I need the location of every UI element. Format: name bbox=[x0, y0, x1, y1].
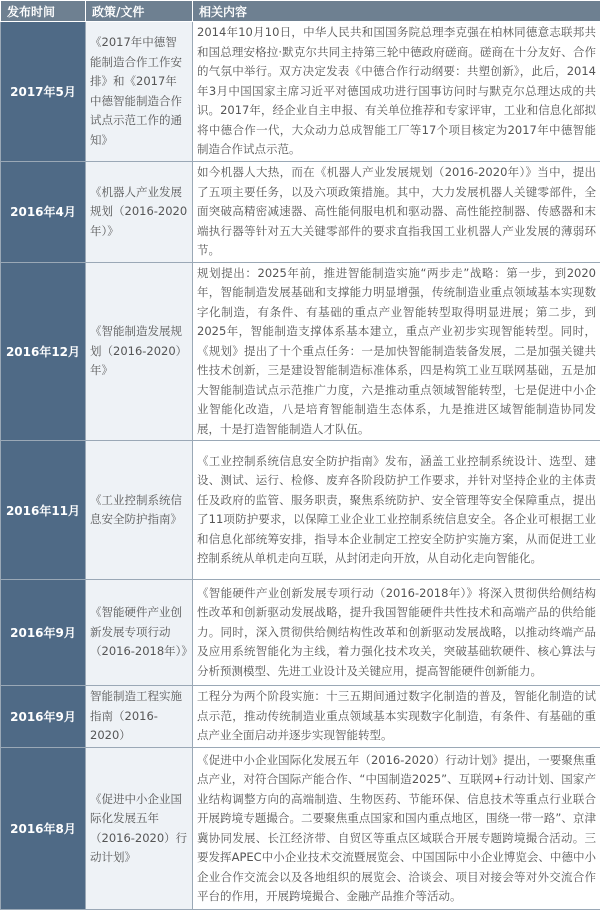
policy-document: 《工业控制系统信息安全防护指南》 bbox=[86, 441, 193, 580]
policy-content: 《工业控制系统信息安全防护指南》发布，涵盖工业控制系统设计、选型、建设、测试、运行、检修、废弃各阶段防护工作要求，并针对坚持企业的主体责任及政府的监管、服务职责，聚焦系统防护、安全管理等安全保障重点，提出了11项防护要求，以保障工业企业工业控制系统信息安全。各企业可根据工业和信息化部统筹安排，指导本企业制定工控安全防护实施方案，从而促进工业控制系统从单机走向互联，从封闭走向开放，从自动化走向智能化。 bbox=[193, 441, 600, 580]
policy-document: 《2017年中德智能制造合作工作安排》和《2017年中德智能制造合作试点示范工作的通知》 bbox=[86, 22, 193, 162]
header-date: 发布时间 bbox=[1, 1, 86, 22]
policy-content: 《智能硬件产业创新发展专项行动（2016-2018年）》将深入贯彻供给侧结构性改革和创新驱动发展战略，提升我国智能硬件共性技术和高端产品的供给能力。同时，深入贯彻供给侧结构性改革和创新驱动发展战略，以推动终端产品及应用系统智能化为主线，着力强化技术攻关，突破基础软硬件、核心算法与分析预测模型、先进工业设计及关键应用，提高智能硬件创新能力。 bbox=[193, 580, 600, 686]
policy-document: 《智能硬件产业创新发展专项行动（2016-2018年）》 bbox=[86, 580, 193, 686]
release-date: 2016年4月 bbox=[1, 162, 86, 263]
policy-content: 规划提出：2025年前，推进智能制造实施“两步走”战略：第一步，到2020年，智能制造发展基础和支撑能力明显增强，传统制造业重点领域基本实现数字化制造，有条件、有基础的重点产业智能转型取得明显进展；第二步，到2025年，智能制造支撑体系基本建立，重点产业初步实现智能转型。同时，《规划》提出了十个重点任务：一是加快智能制造装备发展，二是加强关键共性技术创新，三是建设智能制造标准体系，四是构筑工业互联网基础，五是加大智能制造试点示范推广力度，六是推动重点领域智能转型，七是促进中小企业智能化改造，八是培育智能制造生态体系，九是推进区域智能制造协同发展，十是打造智能制造人才队伍。 bbox=[193, 262, 600, 441]
policy-content: 《促进中小企业国际化发展五年（2016-2020）行动计划》提出，一要聚焦重点产业，对符合国际产能合作、“中国制造2025”、互联网+行动计划、国家产业结构调整方向的高端制造、生物医药、节能环保、信息技术等重点行业联合开展跨境专题撮合。二要聚焦重点国家和国内重点地区，围绕一带一路”、京津冀协同发展、长江经济带、自贸区等重点区域联合开展专题跨境撮合活动。三要发挥APEC中小企业技术交流暨展览会、中国国际中小企业博览会、中德中小企业合作交流会以及各地组织的展览会、洽谈会、项目对接会等对外交流合作平台的作用，开展跨境撮合、金融产品推介等活动。 bbox=[193, 748, 600, 910]
table-row bbox=[1, 748, 600, 910]
release-date: 2016年12月 bbox=[1, 262, 86, 441]
policy-content: 如今机器人大热，而在《机器人产业发展规划（2016-2020年）》当中，提出了五项主要任务，以及六项政策措施。其中，大力发展机器人关键零部件，全面突破高精密减速器、高性能伺服电机和驱动器、高性能控制器、传感器和末端执行器等针对五大关键零部件的要求直指我国工业机器人产业发展的薄弱环节。 bbox=[193, 162, 600, 263]
table-row bbox=[1, 580, 600, 686]
header-content: 相关内容 bbox=[193, 1, 600, 22]
policy-document: 《智能制造发展规划（2016-2020）年》 bbox=[86, 262, 193, 441]
policy-document: 《机器人产业发展规划（2016-2020年）》 bbox=[86, 162, 193, 263]
policy-document: 智能制造工程实施指南（2016-2020） bbox=[86, 686, 193, 748]
table-row bbox=[1, 686, 600, 748]
table-row bbox=[1, 441, 600, 580]
header-document: 政策/文件 bbox=[86, 1, 193, 22]
release-date: 2016年9月 bbox=[1, 686, 86, 748]
release-date: 2016年11月 bbox=[1, 441, 86, 580]
release-date: 2016年9月 bbox=[1, 580, 86, 686]
release-date: 2017年5月 bbox=[1, 22, 86, 162]
header-row bbox=[1, 1, 600, 22]
release-date: 2016年8月 bbox=[1, 748, 86, 910]
table-row bbox=[1, 262, 600, 441]
policy-document: 《促进中小企业国际化发展五年（2016-2020）行动计划》 bbox=[86, 748, 193, 910]
policy-content: 工程分为两个阶段实施：十三五期间通过数字化制造的普及，智能化制造的试点示范，推动传统制造业重点领域基本实现数字化制造，有条件、有基础的重点产业全面启动并逐步实现智能转型。 bbox=[193, 686, 600, 748]
policy-content: 2014年10月10日，中华人民共和国国务院总理李克强在柏林同德意志联邦共和国总理安格拉·默克尔共同主持第三轮中德政府磋商。磋商在十分友好、合作的气氛中举行。双方决定发表《中德合作行动纲要：共塑创新》，此后，2014年3月中国国家主席习近平对德国成功进行国事访问时与默克尔总理达成的共识。2017年，经企业自主申报、有关单位推荐和专家评审，工业和信息化部拟将中德合作一代，大众动力总成智能工厂等17个项目核定为2017年中德智能制造合作试点示范。 bbox=[193, 22, 600, 162]
table-row bbox=[1, 22, 600, 162]
table-row bbox=[1, 162, 600, 263]
